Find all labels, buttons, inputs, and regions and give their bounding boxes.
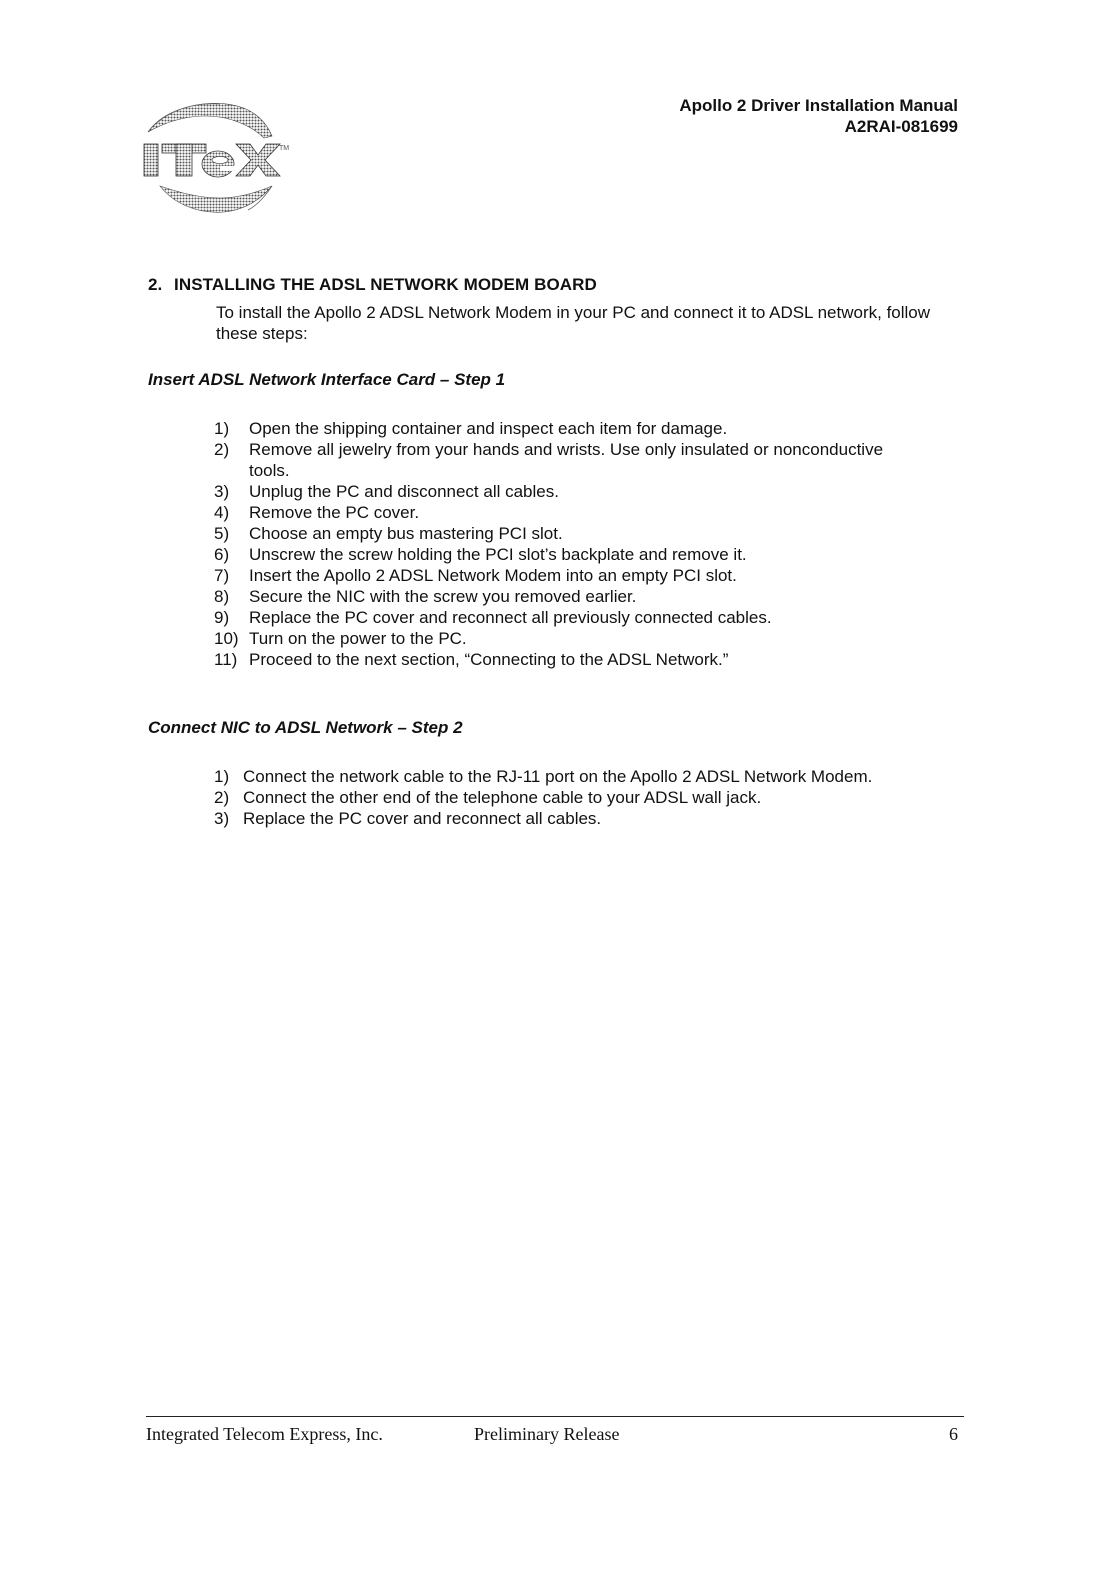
list-item: 5) Choose an empty bus mastering PCI slot.	[214, 524, 563, 543]
section-title: INSTALLING THE ADSL NETWORK MODEM BOARD	[174, 275, 597, 294]
list-item: 1) Connect the network cable to the RJ-11 port on the Apollo 2 ADSL Network Modem.	[214, 767, 873, 786]
footer-release-status: Preliminary Release	[474, 1424, 620, 1444]
list-item: 7) Insert the Apollo 2 ADSL Network Modem into an empty PCI slot.	[214, 566, 737, 585]
section-number: 2.	[148, 275, 163, 294]
step1-list	[214, 418, 914, 670]
svg-text:TM: TM	[279, 145, 290, 152]
list-item: 1) Open the shipping container and inspect each item for damage.	[214, 419, 728, 438]
list-item: 11) Proceed to the next section, “Connecting to the ADSL Network.”	[214, 650, 729, 669]
list-item: 2) Connect the other end of the telephone cable to your ADSL wall jack.	[214, 788, 762, 807]
step2-heading: Connect NIC to ADSL Network – Step 2	[148, 718, 463, 737]
document-id: A2RAI-081699	[844, 117, 958, 136]
list-item: 3) Unplug the PC and disconnect all cables.	[214, 482, 559, 501]
footer-company: Integrated Telecom Express, Inc.	[146, 1424, 383, 1444]
footer-divider	[146, 1416, 964, 1417]
section-heading	[148, 275, 597, 295]
step1-heading: Insert ADSL Network Interface Card – Step 1	[148, 370, 506, 389]
list-item: 6) Unscrew the screw holding the PCI slot’s backplate and remove it.	[214, 545, 747, 564]
page-number: 6	[949, 1424, 958, 1444]
manual-title: Apollo 2 Driver Installation Manual	[679, 96, 958, 115]
list-item: 4) Remove the PC cover.	[214, 503, 420, 522]
itex-logo	[140, 92, 290, 222]
list-item: 10) Turn on the power to the PC.	[214, 629, 467, 648]
list-item: 9) Replace the PC cover and reconnect all previously connected cables.	[214, 608, 772, 627]
list-item: 2) Remove all jewelry from your hands and wrists. Use only insulated or nonconductive tools.	[214, 440, 884, 480]
list-item: 3) Replace the PC cover and reconnect all cables.	[214, 809, 602, 828]
document-header	[679, 95, 958, 137]
list-item: 8) Secure the NIC with the screw you removed earlier.	[214, 587, 637, 606]
step2-list	[214, 766, 974, 829]
intro-paragraph: To install the Apollo 2 ADSL Network Modem in your PC and connect it to ADSL network, follow these steps:	[216, 303, 931, 343]
